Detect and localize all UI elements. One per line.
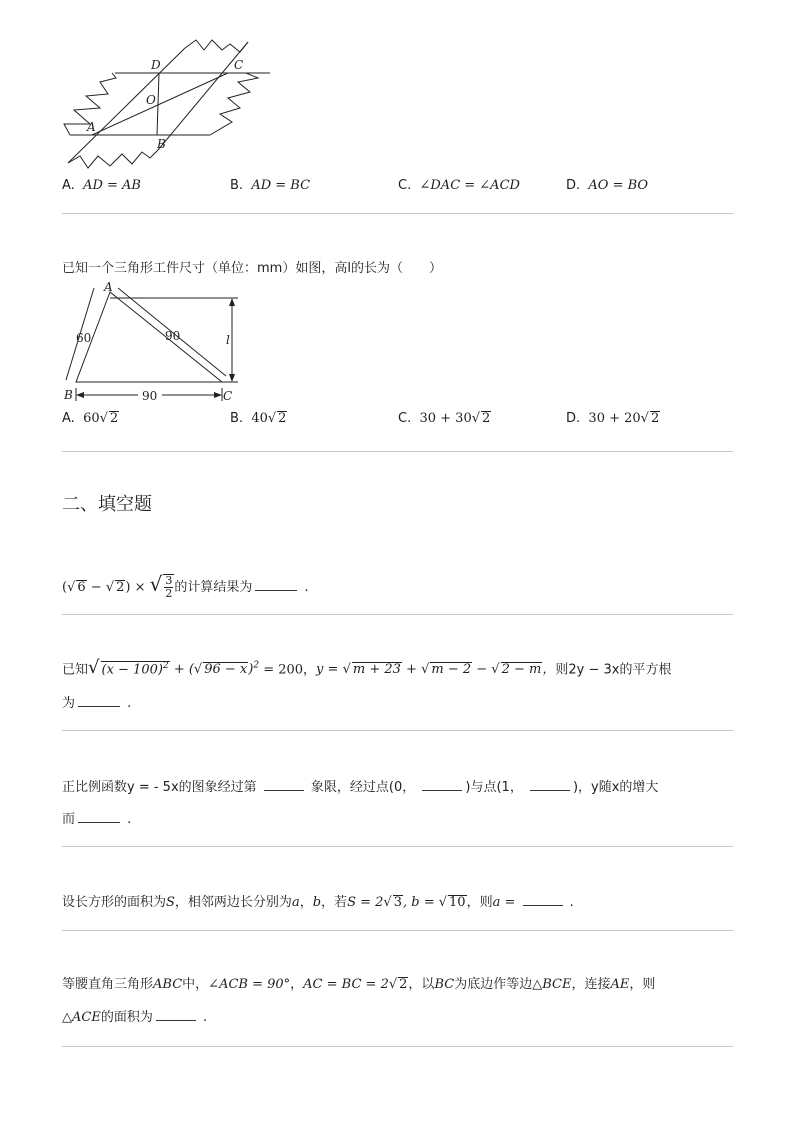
expr: (√ 6 − √ 2) × √ $\frac{3}{2}$ <box>62 572 173 600</box>
option-letter: D. <box>566 411 581 426</box>
label-60: 60 <box>76 331 92 345</box>
var-b: b <box>312 895 322 910</box>
q7-bc: BC <box>434 977 455 992</box>
q7-ae: AE <box>610 977 630 992</box>
label-l: l <box>226 333 230 347</box>
answer-blank-point2[interactable] <box>530 789 570 791</box>
q5-line2: 而 <box>62 812 76 827</box>
radicand: 2 <box>278 411 287 426</box>
q7-text-f: ，连接 <box>571 977 611 992</box>
q3-end: . <box>304 580 309 595</box>
right-zigzag <box>210 73 258 135</box>
q4-mid: = 200， <box>263 662 317 678</box>
q1-option-b[interactable] <box>230 178 310 193</box>
arrow-l-top <box>229 298 235 306</box>
q7-text-e: 为底边作等边 <box>454 977 533 992</box>
q1-option-d[interactable] <box>566 178 648 193</box>
q3-stem <box>62 566 309 606</box>
q5-stem-line2 <box>62 808 131 827</box>
q6-condition: S = 2√ 3, b = √ 10 <box>347 895 466 910</box>
option-coef: 40 <box>251 411 268 426</box>
radical-sign: √ <box>267 411 277 426</box>
label-O: O <box>146 93 156 107</box>
arrow-bc-right <box>214 392 222 398</box>
divider <box>62 1046 733 1047</box>
q7-cond2: AC = BC = 2√ 2 <box>303 977 408 992</box>
option-letter: D. <box>566 178 581 193</box>
answer-blank[interactable] <box>255 589 297 591</box>
answer-blank-trend[interactable] <box>78 821 120 823</box>
expr-y: y = √ m + 23 + √ m − 2 − √ 2 − m， <box>316 662 556 678</box>
label-D: D <box>151 58 161 72</box>
q7-stem-line2 <box>62 1006 207 1025</box>
option-pre: 30 + 20 <box>588 411 641 426</box>
radicand: 2 <box>482 411 491 426</box>
q6-ask: a = <box>492 895 520 910</box>
answer-blank[interactable] <box>523 904 563 906</box>
q7-cond1: ∠ACB = 90° <box>208 977 291 992</box>
q7-ace: △ACE <box>62 1010 101 1025</box>
q7-end: . <box>202 1010 208 1025</box>
var-a: a <box>291 895 300 910</box>
divider <box>62 730 733 731</box>
top-zigzag <box>185 40 248 52</box>
q7-stem-line1 <box>62 973 655 992</box>
radical-sign: √ <box>471 411 481 426</box>
var-S: S <box>166 895 175 910</box>
q7-text-c: ， <box>290 977 304 992</box>
answer-blank-point1[interactable] <box>422 789 462 791</box>
diagonal-ac <box>92 73 228 135</box>
option-expr: AD = BC <box>251 178 311 193</box>
label-C: C <box>223 389 233 403</box>
answer-blank-quadrant[interactable] <box>264 789 304 791</box>
radical-sign: √ <box>99 411 108 426</box>
label-bc-90: 90 <box>142 389 158 403</box>
q6-text-d: ，若 <box>321 895 348 910</box>
q7-bce: △BCE <box>532 977 572 992</box>
radicand: 2 <box>109 411 119 426</box>
q7-text-b: 中， <box>182 977 209 992</box>
label-C: C <box>234 58 244 72</box>
expr-left: √ $(x - 100)^2$ + (√ 96 − x)$^2$ <box>88 657 260 679</box>
divider <box>62 614 733 615</box>
q5-line1-b: 象限，经过点(0， <box>310 780 416 795</box>
option-expr: AO = BO <box>588 178 649 193</box>
label-A: A <box>104 280 113 294</box>
bottom-zigzag <box>68 150 158 168</box>
option-letter: B. <box>230 411 244 426</box>
triangle-abc <box>76 292 222 382</box>
arrow-l-bottom <box>229 374 235 382</box>
label-B: B <box>157 137 166 151</box>
q4-end: . <box>127 696 132 711</box>
q4-stem-line2 <box>62 692 131 711</box>
q5-stem-line1 <box>62 776 658 795</box>
q1-option-a[interactable] <box>62 178 141 193</box>
parallelogram-figure <box>60 38 275 173</box>
q6-text-a: 设长方形的面积为 <box>62 895 167 910</box>
q2-stem: 已知一个三角形工件尺寸（单位：mm）如图，高l的长为（ ） <box>62 261 442 276</box>
q4-stem-line1 <box>62 650 671 686</box>
radicand: 2 <box>650 411 660 426</box>
q5-end: . <box>127 812 132 827</box>
label-ac-90: 90 <box>165 329 181 343</box>
divider <box>62 451 733 452</box>
arrow-bc-left <box>76 392 84 398</box>
q4-line2: 为 <box>62 696 76 711</box>
option-pre: 30 + 30 <box>419 411 472 426</box>
q7-text-a: 等腰直角三角形 <box>62 977 154 992</box>
q5-line1-a: 正比例函数y = - 5x的图象经过第 <box>62 780 257 795</box>
option-letter: C. <box>398 178 412 193</box>
answer-blank[interactable] <box>78 705 120 707</box>
q7-text-g: ，则 <box>629 977 656 992</box>
q6-text-e: ，则 <box>466 895 493 910</box>
section-title: 二、填空题 <box>62 494 152 515</box>
option-letter: C. <box>398 411 412 426</box>
q2-option-a[interactable] <box>62 411 119 426</box>
q3-suffix: 的计算结果为 <box>174 580 253 595</box>
q4-prefix: 已知 <box>62 662 89 678</box>
radical-sign: √ <box>640 411 649 426</box>
option-expr: ∠DAC = ∠ACD <box>419 178 520 193</box>
label-B: B <box>64 388 73 402</box>
q5-line1-c: )与点(1， <box>465 780 523 795</box>
q2-option-b[interactable] <box>230 411 287 426</box>
option-coef: 60 <box>83 411 100 426</box>
divider <box>62 213 733 214</box>
q2-option-d[interactable] <box>566 411 660 426</box>
q7-text-h: 的面积为 <box>100 1010 153 1025</box>
q7-tri: ABC <box>153 977 183 992</box>
q7-text-d: ，以 <box>408 977 435 992</box>
divider <box>62 930 733 931</box>
q1-option-c[interactable] <box>398 178 520 193</box>
segment-db <box>157 73 159 135</box>
q2-option-c[interactable] <box>398 411 491 426</box>
q6-text-b: ，相邻两边长分别为 <box>174 895 292 910</box>
side-left <box>68 48 185 163</box>
q5-line1-d: )，y随x的增大 <box>572 780 659 795</box>
option-letter: A. <box>62 411 75 426</box>
option-expr: AD = AB <box>83 178 141 193</box>
q6-stem <box>62 891 574 910</box>
triangle-figure <box>60 280 250 405</box>
q4-cond: 则2y − 3x的平方根 <box>555 662 672 678</box>
q6-end: . <box>569 895 574 910</box>
answer-blank[interactable] <box>156 1019 196 1021</box>
option-letter: A. <box>62 178 75 193</box>
option-letter: B. <box>230 178 244 193</box>
label-A: A <box>87 120 96 134</box>
divider <box>62 846 733 847</box>
q6-text-c: ， <box>299 895 313 910</box>
